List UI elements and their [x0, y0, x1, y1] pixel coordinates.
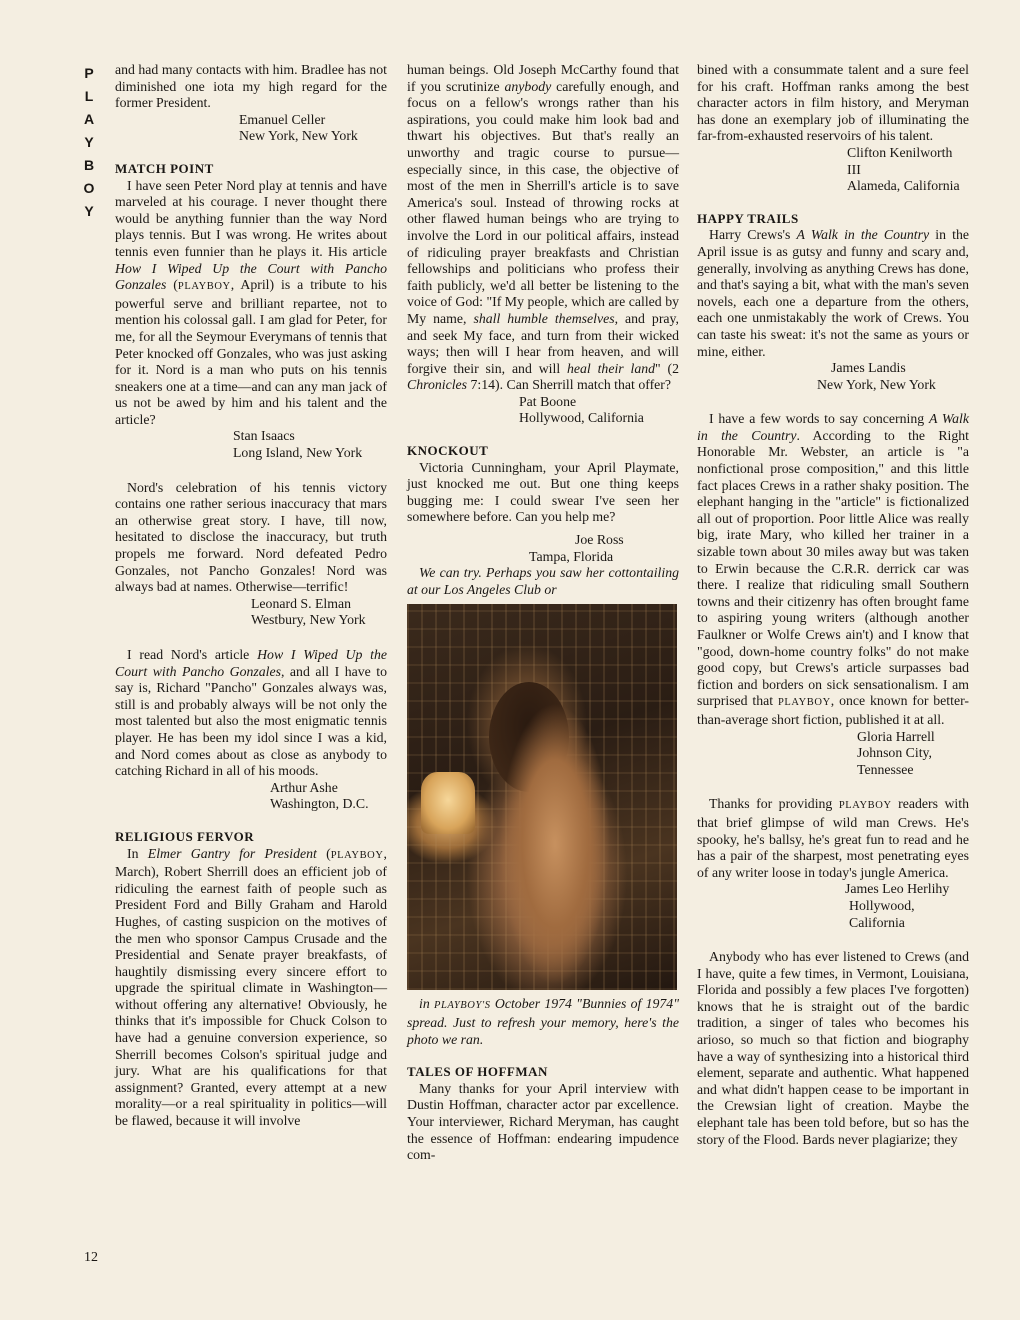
- letter-paragraph: human beings. Old Joseph McCarthy found that if you scrutinize anybody carefully enough, and focus on a fellow's wrongs rather than his aspirations, you could make him look bad and thwart his objectives. But that's really an unworthy and tragic course to pursue—especially since, in this case, the objective of most of the men in Sherrill's article is to save America's soul. Instead of throwing rocks at other flawed human beings who are trying to involve the Lord in our political affairs, instead of ridiculing prayer breakfasts and Christian fellowships and politicians who profess their faith publicly, we'd all better be listening to the voice of God: "If My people, which are called by My name, shall humble themselves, and pray, and seek My face, and turn from their wicked ways; then will I hear from heaven, and will forgive their sin, and will heal their land" (2 Chronicles 7:14). Can Sherrill match that offer?: [407, 62, 679, 393]
- letter-signature: [115, 428, 387, 461]
- letter-signature: [115, 596, 387, 629]
- letter-paragraph: I have a few words to say concerning A Walk in the Country. According to the Right Honorable Mr. Webster, an article is "a nonfictional prose composition," and this little fact places Crews in a rather shaky position. The elephant hanging in the "article" is fictionalized all out of proportion. Poor little Alice was really big, irate Mary, who killed her trainer in a sizable town about 30 miles away but was taken to Erwin because the C.R.R. derrick car was there. I realize that ridiculing small Southern towns and their citizenry has often brought fame to aspiring young writers (although another Faulkner or Wolfe Crews ain't) and I know that "good, down-home country folks" do not make good copy, but Crews's article surpasses bad fiction and borders on sick sensationalism. I am surprised that PLAYBOY, once known for better-than-average short fiction, published it at all.: [697, 411, 969, 727]
- column-1: [115, 62, 387, 1130]
- signature-place: Washington, D.C.: [270, 796, 369, 812]
- signature-place: New York, New York: [239, 128, 358, 144]
- signature-name: Emanuel Celler: [239, 111, 326, 127]
- masthead-letter: Y: [84, 134, 94, 150]
- signature-place: Hollywood, California: [519, 410, 644, 426]
- signature-place: New York, New York: [817, 376, 936, 392]
- letter-paragraph: bined with a consummate talent and a sure feel for his craft. Hoffman ranks among the best character actors in film history, and Meryman has done an exemplary job of illuminating the far-from-exhausted reservoirs of his talent.: [697, 62, 969, 144]
- signature-name: Pat Boone: [519, 393, 577, 409]
- section-heading-knockout: KNOCKOUT: [407, 443, 489, 459]
- letter-paragraph: In Elmer Gantry for President (PLAYBOY, March), Robert Sherrill does an efficient job of ridiculing the earnest faith of people such as President Ford and Billy Graham and Harold Hughes, of casting suspicion on the motives of the men who sponsor Campus Crusade and the Presidential and Senate prayer breakfasts, of haughtily dismissing every sincere effort to upgrade the spiritual climate in Washington—without offering any alternative! Obviously, he thinks that it's impossible for Chuck Colson to have had a genuine conversion experience, so Sherrill becomes Colson's spiritual judge and jury. What are his qualifications for that assignment? Granted, every attempt at a new morality—or a real spirituality in politics—will be flawed, because it will involve: [115, 845, 387, 1129]
- letter-paragraph: Victoria Cunningham, your April Playmate, just knocked me out. But one thing keeps bugging me: I could swear I've seen her somewhere before. Can you help me?: [407, 459, 679, 525]
- signature-name: Arthur Ashe: [270, 779, 338, 795]
- letter-signature: [115, 780, 387, 813]
- playmate-photo: [407, 604, 677, 990]
- masthead-letter: Y: [84, 203, 94, 219]
- letter-paragraph: Harry Crews's A Walk in the Country in the April issue is as gutsy and funny and scary and, generally, involving as anything Crews has done, and that's saying a bit, what with the man's seven novels, each one a departure from the others, each one unmistakably the work of Crews. You can taste his sweat: it's not the same as yours or mine, either.: [697, 227, 969, 359]
- signature-place: Westbury, New York: [251, 612, 366, 628]
- column-3: [697, 62, 969, 1148]
- page-number: 12: [84, 1250, 98, 1265]
- letter-paragraph: I read Nord's article How I Wiped Up the Court with Pancho Gonzales, and all I have to say is, Richard "Pancho" Gonzales always was, still is and probably always will be not only the most talented but also the most enigmatic tennis player. He has been my idol since I was a kid, and Nord comes about as close as anybody to catching Richard in all of his moods.: [115, 647, 387, 779]
- section-heading-religious-fervor: RELIGIOUS FERVOR: [115, 828, 255, 844]
- signature-place: Hollywood, California: [849, 897, 915, 930]
- editor-reply: We can try. Perhaps you saw her cottontailing at our Los Angeles Club or: [407, 565, 679, 597]
- masthead-letter: O: [83, 180, 95, 196]
- letter-paragraph: Many thanks for your April interview with Dustin Hoffman, character actor par excellence. Your interviewer, Richard Meryman, has caught the essence of Hoffman: endearing impudence com-: [407, 1080, 679, 1163]
- masthead-letter: P: [84, 65, 94, 81]
- section-heading-match-point: MATCH POINT: [115, 160, 214, 176]
- signature-place: Long Island, New York: [233, 445, 363, 461]
- signature-place: Alameda, California: [847, 178, 960, 194]
- letter-paragraph: Thanks for providing PLAYBOY readers with that brief glimpse of wild man Crews. He's spooky, he's ballsy, he's great fun to read and he has a pair of the sharpest, most penetrating eyes of any writer loose in today's jungle America.: [697, 796, 969, 880]
- signature-name: Leonard S. Elman: [251, 595, 352, 611]
- letter-signature: [407, 394, 679, 427]
- signature-name: Gloria Harrell: [857, 728, 935, 744]
- photo-caption: in PLAYBOY'S October 1974 "Bunnies of 1974" spread. Just to refresh your memory, here's the photo we ran.: [407, 996, 679, 1047]
- signature-name: Clifton Kenilworth III: [847, 144, 953, 177]
- letter-signature: [697, 729, 969, 779]
- signature-name: Joe Ross: [575, 532, 624, 548]
- signature-place: Tampa, Florida: [529, 548, 614, 564]
- letter-signature: [407, 532, 679, 565]
- masthead: [80, 62, 98, 223]
- letter-signature: [697, 881, 969, 931]
- column-2: [407, 62, 679, 1164]
- letter-paragraph: Anybody who has ever listened to Crews (and I have, quite a few times, in Vermont, Louisiana, Florida and possibly a few places I've forgotten) knows that he is straight out of the bardic tradition, a singer of tales who becomes his arioso, so much so that fiction and biography have a way of synthesizing into a historical third element, separate and authentic. What happened and what didn't happen cease to be important in the Crewsian light of creation. Maybe the elephant tale has been told before, but so has the story of the Flood. Bards never plagiarize; they: [697, 949, 969, 1147]
- letter-signature: [697, 360, 969, 393]
- masthead-letter: A: [83, 111, 95, 127]
- letter-signature: [697, 145, 969, 195]
- letter-paragraph: Nord's celebration of his tennis victory contains one rather serious inaccuracy that mars an otherwise great story. I have, till now, hesitated to disclose the inaccuracy, but truth propels me forward. Nord defeated Pedro Gonzales, not Pancho Gonzales! Nord was always bad at names. Otherwise—terrific!: [115, 479, 387, 595]
- signature-place: Johnson City, Tennessee: [857, 745, 933, 777]
- letter-paragraph: and had many contacts with him. Bradlee has not diminished one iota my high regard for the former President.: [115, 62, 387, 111]
- signature-name: Stan Isaacs: [233, 428, 295, 444]
- letter-signature: [115, 112, 387, 145]
- masthead-letter: B: [83, 157, 95, 173]
- section-heading-happy-trails: HAPPY TRAILS: [697, 210, 799, 226]
- signature-name: James Landis: [831, 360, 906, 376]
- letter-paragraph: I have seen Peter Nord play at tennis and have marveled at his courage. I never thought there would be anything funnier than the way Nord plays tennis. But I was wrong. He writes about tennis even funnier than he plays it. His article How I Wiped Up the Court with Pancho Gonzales (PLAYBOY, April) is a tribute to his powerful serve and brilliant repartee, not to mention his colossal gall. I am glad for Peter, for me, for all the Seymour Everymans of tennis that Peter knocked off Gonzales, who was just asking for it. Nord is a man who puts on his tennis sneakers one at a time—and can any man jack of us not be awed by him and his talent and the article?: [115, 177, 387, 427]
- masthead-letter: L: [84, 88, 94, 104]
- signature-name: James Leo Herlihy: [845, 881, 950, 897]
- section-heading-tales-of-hoffman: TALES OF HOFFMAN: [407, 1064, 548, 1080]
